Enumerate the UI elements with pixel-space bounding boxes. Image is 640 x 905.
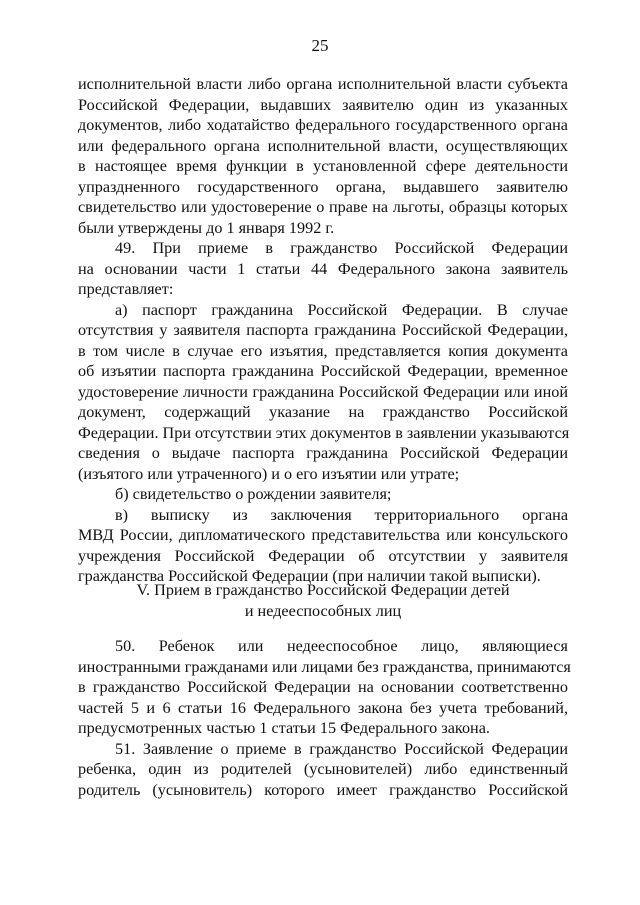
text-line: учреждения Российской Федерации об отсутствии у заявителя <box>78 546 568 565</box>
text-line: иностранными гражданами или лицами без гражданства, принимаются <box>78 657 571 676</box>
item-b: б) свидетельство о рождении заявителя; <box>115 485 392 503</box>
paragraph-49-start: 49. При приеме в гражданство Российской Федерации <box>115 239 568 257</box>
text-line: частей 5 и 6 статьи 16 Федерального закона без учета требований, <box>78 698 568 717</box>
text-line: удостоверение личности гражданина Российской Федерации или иной <box>78 382 568 401</box>
text-line: упраздненного государственного органа, выдавшего заявителю <box>78 177 568 196</box>
text-line: МВД России, дипломатического представительства или консульского <box>78 526 568 544</box>
text-line: гражданства Российской Федерации (при наличии такой выписки). <box>78 567 541 585</box>
text-line: в гражданство Российской Федерации на основании соответственно <box>78 678 568 696</box>
text-line: или федерального органа исполнительной власти, осуществляющих <box>78 136 568 155</box>
item-a-start: а) паспорт гражданина Российской Федерации. В случае <box>115 300 568 319</box>
text-line: документов, либо ходатайство федерального государственного органа <box>78 116 568 134</box>
text-line: предусмотренных частью 1 статьи 15 Федерального закона. <box>78 719 490 737</box>
text-line: сведения о выдаче паспорта гражданина Российской Федерации <box>78 444 568 462</box>
text-line: (изъятого или утраченного) и о его изъятии или утрате; <box>78 464 460 483</box>
text-line: родитель (усыновитель) которого имеет гражданство Российской <box>78 780 568 799</box>
text-line: ребенка, один из родителей (усыновителей) либо единственный <box>78 760 568 778</box>
page-number: 25 <box>311 36 329 55</box>
paragraph-50-start: 50. Ребенок или недееспособное лицо, являющиеся <box>115 637 568 655</box>
text-line: отсутствия у заявителя паспорта гражданина Российской Федерации, <box>78 321 568 339</box>
text-line: в настоящее время функции в установленной сфере деятельности <box>78 157 568 175</box>
text-line: Федерации. При отсутствии этих документов в заявлении указываются <box>78 423 570 442</box>
body-text-block-1 <box>78 74 568 587</box>
text-line: документ, содержащий указание на гражданство Российской <box>78 403 568 421</box>
text-line: на основании части 1 статьи 44 Федерального закона заявитель <box>78 259 568 278</box>
text-line: в том числе в случае его изъятия, представляется копия документа <box>78 341 568 360</box>
text-line: представляет: <box>78 280 174 298</box>
text-line: об изъятии паспорта гражданина Российской Федерации, временное <box>78 362 568 380</box>
item-v-start: в) выписку из заключения территориального органа <box>115 505 568 524</box>
text-line: Российской Федерации, выдавших заявителю один из указанных <box>78 95 568 114</box>
heading-line: V. Прием в гражданство Российской Федерации детей <box>136 581 510 599</box>
paragraph-51-start: 51. Заявление о приеме в гражданство Российской Федерации <box>115 739 568 758</box>
body-text-block-2 <box>78 636 571 800</box>
text-line: были утверждены до 1 января 1992 г. <box>78 218 335 237</box>
heading-line: и недееспособных лиц <box>244 601 402 620</box>
section-heading <box>78 580 568 621</box>
text-line: свидетельство или удостоверение о праве на льготы, образцы которых <box>78 198 568 216</box>
text-line: исполнительной власти либо органа исполнительной власти субъекта <box>78 75 568 93</box>
